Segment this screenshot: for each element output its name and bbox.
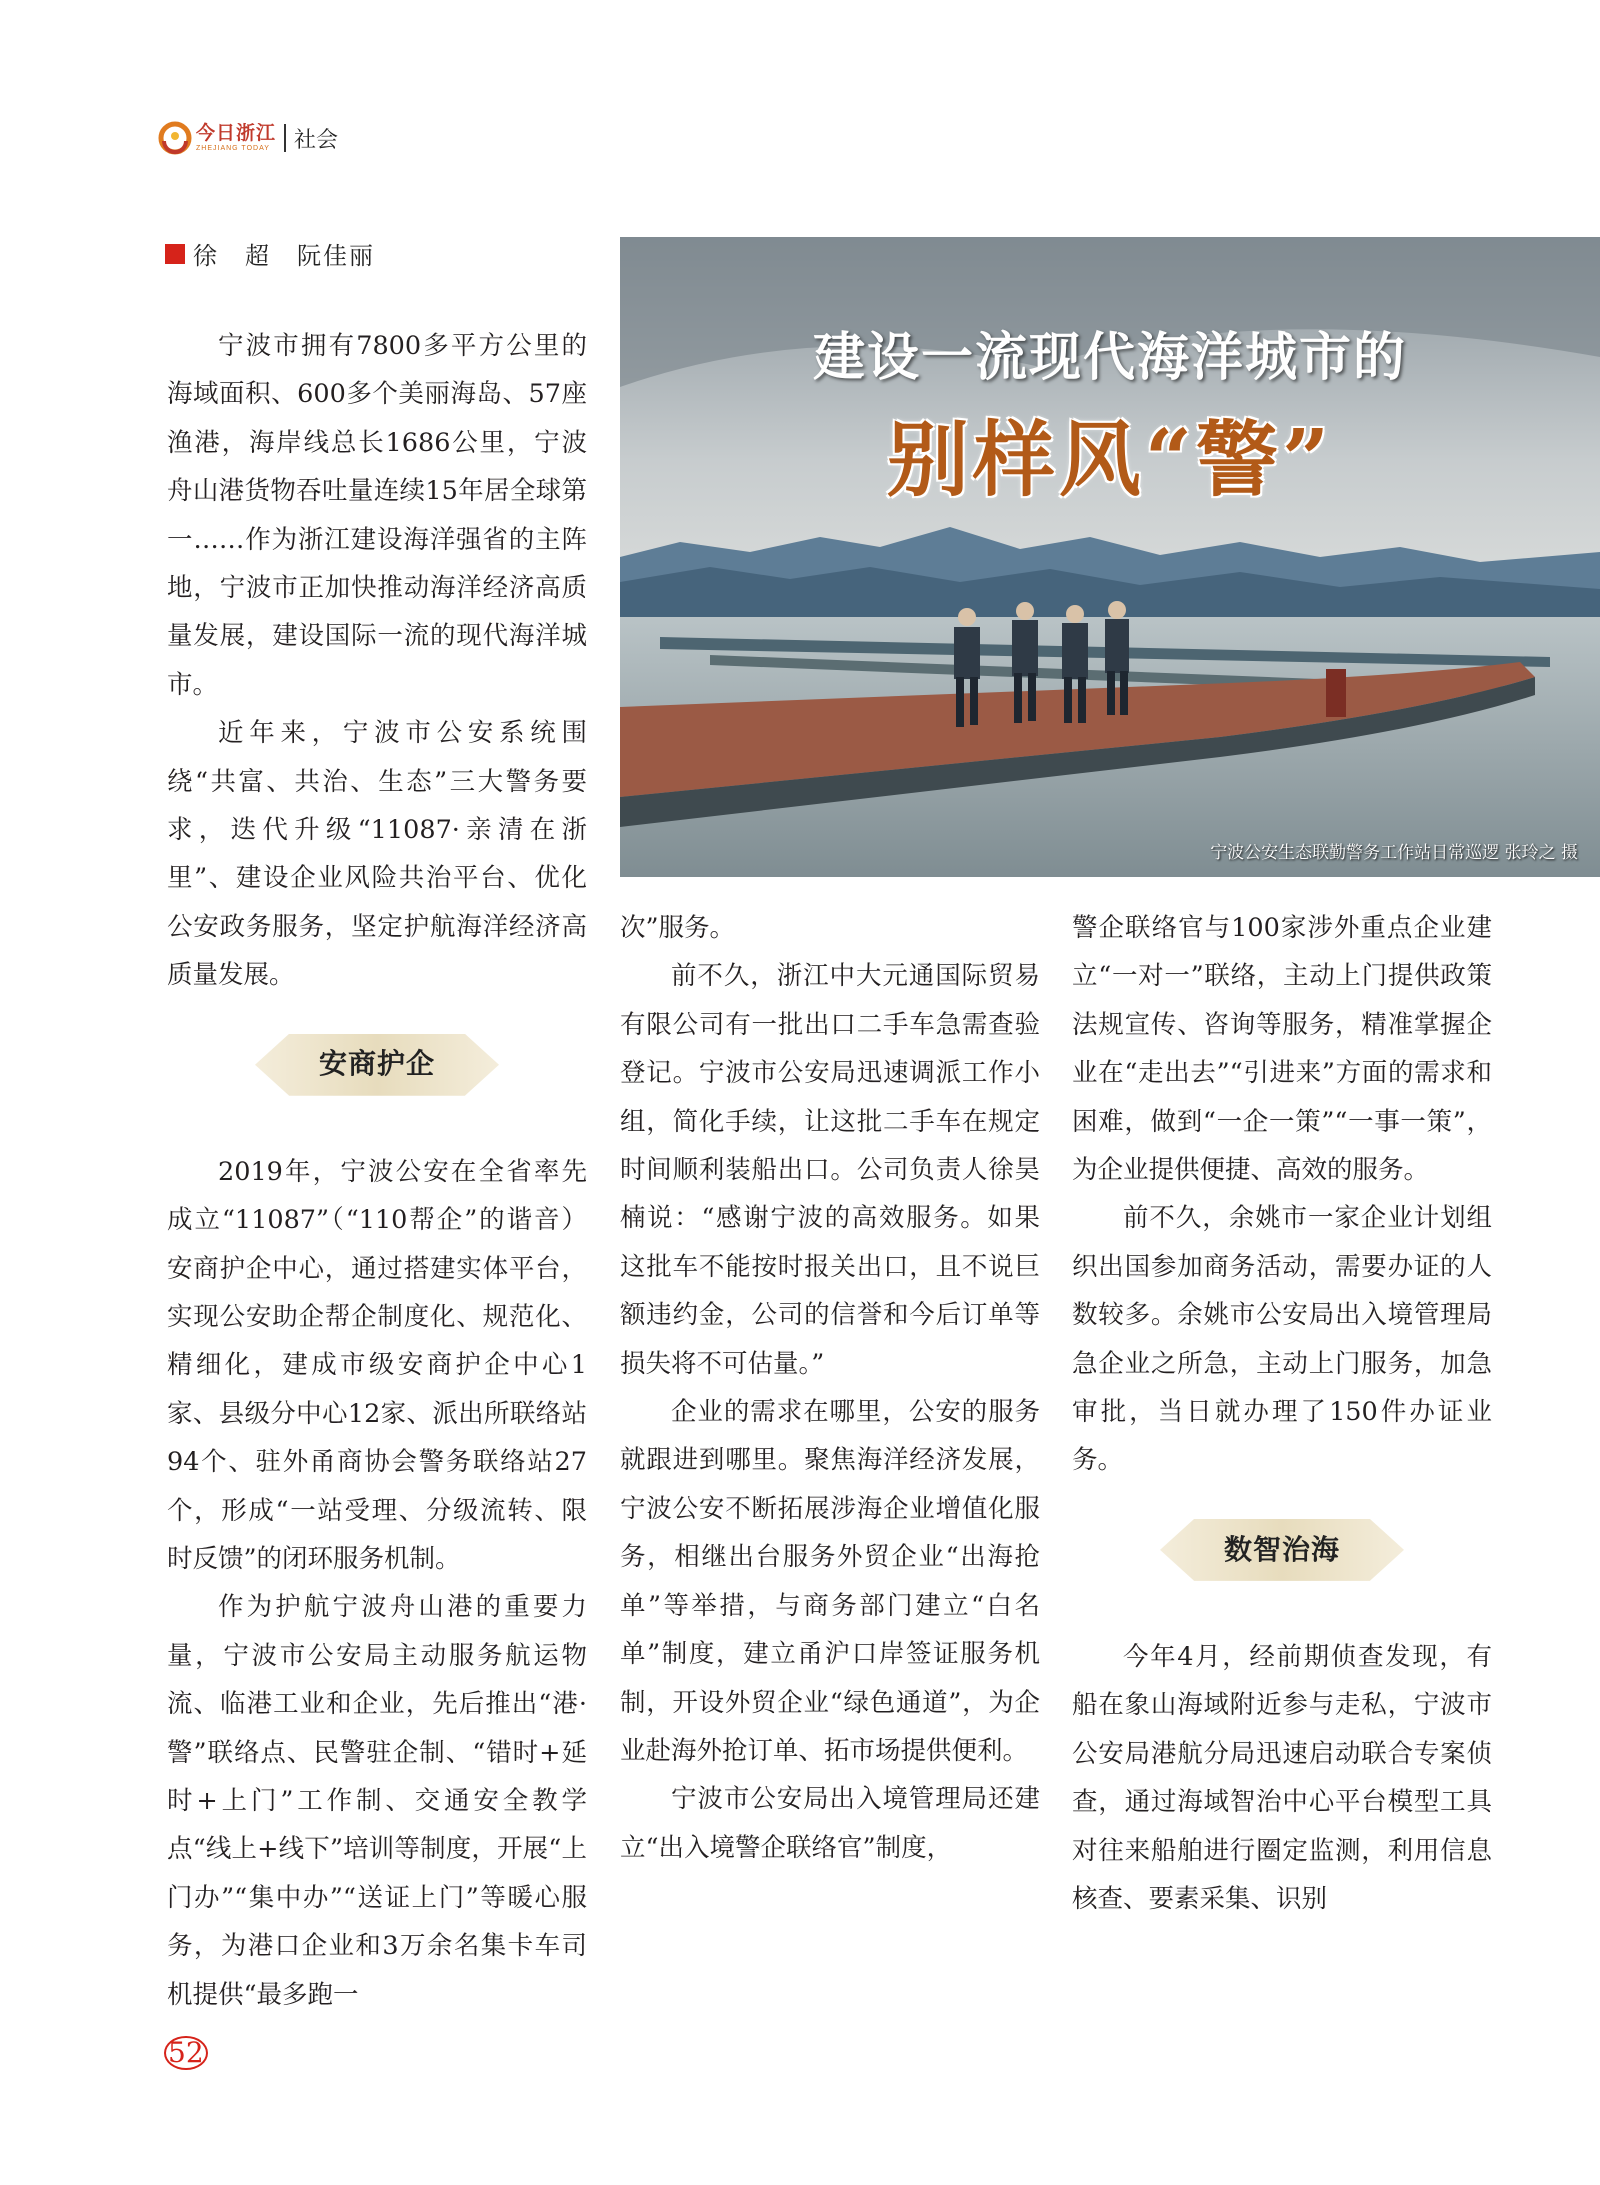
paragraph: 次”服务。: [620, 913, 736, 943]
paragraph: 2019年，宁波公安在全省率先成立“11087”（“110帮企”的谐音）安商护企中心，通过搭建实体平台，实现公安助企帮企制度化、规范化、精细化，建成市级安商护企中心1家、县级分中心12家、派出所联络站94个、驻外甬商协会警务联络站27个，形成“一站受理、分级流转、限时反馈”的闭环服务机制。: [167, 1156, 587, 1574]
subheading-label: 数智治海: [1223, 1532, 1340, 1566]
subheading-an-shang: [167, 1030, 587, 1100]
paragraph: 近年来，宁波市公安系统围绕“共富、共治、生态”三大警务要求，迭代升级“11087·亲清在浙里”、建设企业风险共治平台、优化公安政务服务，坚定护航海洋经济高质量发展。: [167, 718, 587, 991]
section-name: 社会: [294, 127, 339, 153]
paragraph: 警企联络官与100家涉外重点企业建立“一对一”联络，主动上门提供政策法规宣传、咨询等服务，精准掌握企业在“走出去”“引进来”方面的需求和困难，做到“一企一策”“一事一策”，为企业提供便捷、高效的服务。: [1072, 913, 1492, 1186]
article-column-2: [620, 904, 1040, 1872]
feature-photo: [620, 237, 1600, 877]
page-number-value: 52: [164, 2036, 208, 2070]
page-number: [164, 2036, 208, 2070]
paragraph: 宁波市拥有7800多平方公里的海域面积、600多个美丽海岛、57座渔港，海岸线总长1686公里，宁波舟山港货物吞吐量连续15年居全球第一……作为浙江建设海洋强省的主阵地，宁波市正加快推动海洋经济高质量发展，建设国际一流的现代海洋城市。: [167, 331, 587, 700]
subheading-shu-zhi: [1072, 1515, 1492, 1585]
article-column-1: [167, 322, 587, 2019]
author-names: 徐 超 阮佳丽: [193, 242, 375, 270]
paragraph: 宁波市公安局出入境管理局还建立“出入境警企联络官”制度，: [620, 1784, 1040, 1863]
header-divider: [284, 124, 286, 152]
feature-title-line1: 建设一流现代海洋城市的: [812, 327, 1407, 388]
logo-swirl-icon: [158, 121, 192, 155]
subheading-label: 安商护企: [318, 1047, 435, 1081]
logo-english: ZHEJIANG TODAY: [196, 145, 270, 152]
paragraph: 今年4月，经前期侦查发现，有船在象山海域附近参与走私，宁波市公安局港航分局迅速启动联合专案侦查，通过海域智治中心平台模型工具对往来船舶进行圈定监测，利用信息核查、要素采集、识别: [1072, 1641, 1492, 1914]
photo-caption: 宁波公安生态联勤警务工作站日常巡逻 张玲之 摄: [1210, 843, 1578, 863]
byline: [165, 236, 375, 271]
paragraph: 前不久，余姚市一家企业计划组织出国参加商务活动，需要办证的人数较多。余姚市公安局出入境管理局急企业之所急，主动上门服务，加急审批，当日就办理了150件办证业务。: [1072, 1203, 1492, 1476]
red-square-icon: [165, 244, 185, 264]
feature-title-line2: 别样风“警”: [886, 412, 1334, 508]
masthead: [158, 118, 338, 158]
magazine-logo: [158, 121, 276, 155]
paragraph: 作为护航宁波舟山港的重要力量，宁波市公安局主动服务航运物流、临港工业和企业，先后推出“港·警”联络点、民警驻企制、“错时+延时+上门”工作制、交通安全教学点“线上+线下”培训等制度，开展“上门办”“集中办”“送证上门”等暖心服务，为港口企业和3万余名集卡车司机提供“最多跑一: [167, 1592, 587, 2010]
logo-chinese: 今日浙江: [196, 122, 277, 144]
paragraph: 企业的需求在哪里，公安的服务就跟进到哪里。聚焦海洋经济发展，宁波公安不断拓展涉海企业增值化服务，相继出台服务外贸企业“出海抢单”等举措，与商务部门建立“白名单”制度，建立甬沪口岸签证服务机制，开设外贸企业“绿色通道”，为企业赴海外抢订单、拓市场提供便利。: [620, 1397, 1040, 1766]
article-column-3: [1072, 904, 1492, 1923]
paragraph: 前不久，浙江中大元通国际贸易有限公司有一批出口二手车急需查验登记。宁波市公安局迅速调派工作小组，简化手续，让这批二手车在规定时间顺利装船出口。公司负责人徐昊楠说：“感谢宁波的高效服务。如果这批车不能按时报关出口，且不说巨额违约金，公司的信誉和今后订单等损失将不可估量。”: [620, 961, 1040, 1379]
